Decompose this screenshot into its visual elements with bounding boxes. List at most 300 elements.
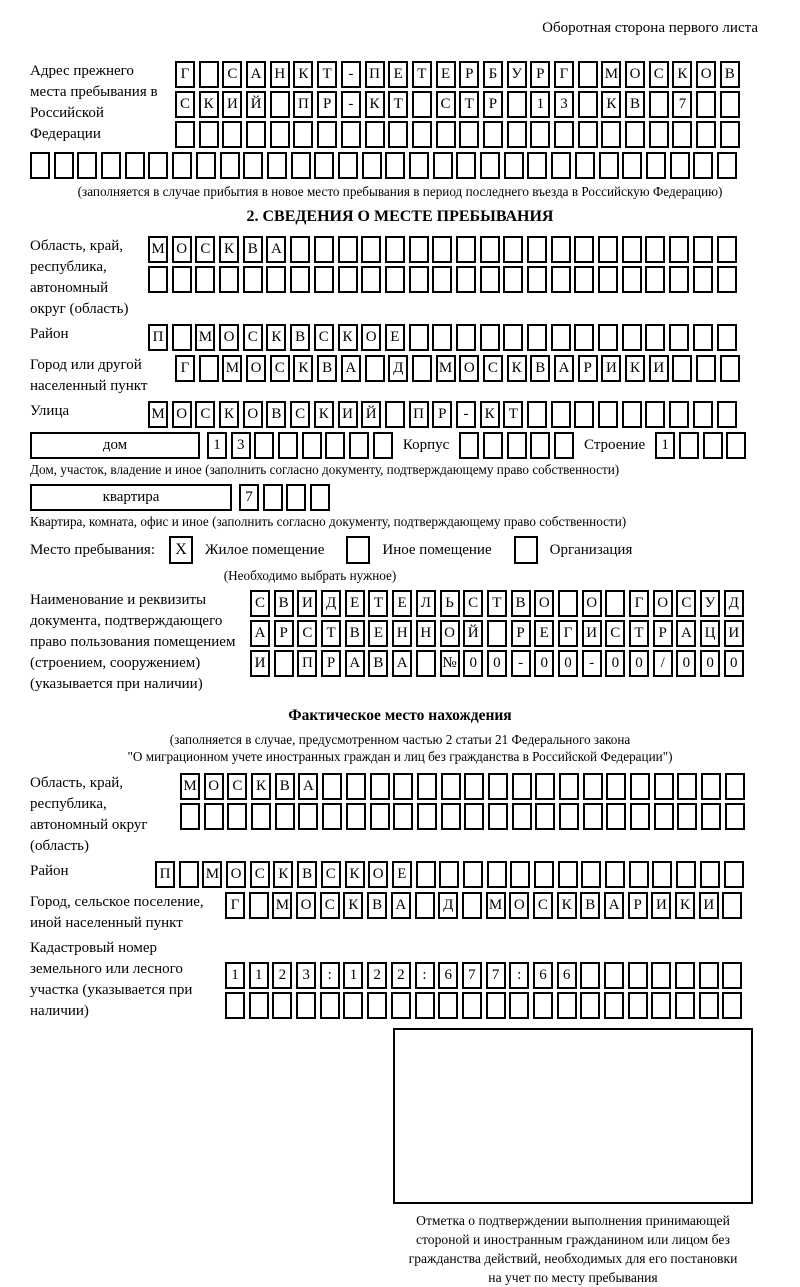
char-cell[interactable] xyxy=(507,121,527,148)
char-cell[interactable] xyxy=(720,121,740,148)
district-row[interactable] xyxy=(148,324,737,351)
char-cell[interactable]: : xyxy=(415,962,435,989)
char-cell[interactable]: И xyxy=(699,892,719,919)
char-cell[interactable]: К xyxy=(672,61,692,88)
char-cell[interactable]: К xyxy=(293,61,313,88)
char-cell[interactable] xyxy=(670,152,690,179)
char-cell[interactable]: Р xyxy=(459,61,479,88)
char-cell[interactable]: О xyxy=(172,401,192,428)
char-cell[interactable]: С xyxy=(195,236,215,263)
char-cell[interactable]: 6 xyxy=(533,962,553,989)
char-cell[interactable] xyxy=(412,121,432,148)
char-cell[interactable]: 7 xyxy=(239,484,259,511)
char-cell[interactable] xyxy=(464,773,484,800)
char-cell[interactable]: О xyxy=(204,773,224,800)
char-cell[interactable] xyxy=(362,152,382,179)
char-cell[interactable] xyxy=(462,992,482,1019)
char-cell[interactable] xyxy=(693,266,713,293)
char-cell[interactable] xyxy=(346,803,366,830)
char-cell[interactable]: В xyxy=(720,61,740,88)
char-cell[interactable] xyxy=(480,152,500,179)
char-cell[interactable]: Г xyxy=(554,61,574,88)
char-cell[interactable]: К xyxy=(480,401,500,428)
char-cell[interactable] xyxy=(338,266,358,293)
char-cell[interactable]: Р xyxy=(321,650,341,677)
char-cell[interactable]: Г xyxy=(225,892,245,919)
char-cell[interactable]: И xyxy=(250,650,270,677)
char-cell[interactable] xyxy=(551,266,571,293)
char-cell[interactable]: Т xyxy=(629,620,649,647)
char-cell[interactable]: Р xyxy=(432,401,452,428)
char-cell[interactable] xyxy=(254,432,274,459)
char-cell[interactable]: 1 xyxy=(225,962,245,989)
char-cell[interactable] xyxy=(416,650,436,677)
char-cell[interactable]: Н xyxy=(270,61,290,88)
char-cell[interactable]: Р xyxy=(511,620,531,647)
char-cell[interactable]: / xyxy=(653,650,673,677)
char-cell[interactable] xyxy=(54,152,74,179)
char-cell[interactable]: У xyxy=(700,590,720,617)
char-cell[interactable] xyxy=(393,773,413,800)
char-cell[interactable]: С xyxy=(676,590,696,617)
char-cell[interactable] xyxy=(559,803,579,830)
char-cell[interactable]: С xyxy=(250,861,270,888)
ownership-document-row-1[interactable] xyxy=(250,590,744,617)
char-cell[interactable]: 0 xyxy=(463,650,483,677)
char-cell[interactable]: Г xyxy=(558,620,578,647)
char-cell[interactable] xyxy=(409,236,429,263)
char-cell[interactable] xyxy=(724,861,744,888)
char-cell[interactable] xyxy=(438,992,458,1019)
char-cell[interactable]: 2 xyxy=(367,962,387,989)
char-cell[interactable] xyxy=(365,355,385,382)
char-cell[interactable]: 7 xyxy=(462,962,482,989)
char-cell[interactable]: Е xyxy=(392,590,412,617)
char-cell[interactable] xyxy=(417,773,437,800)
char-cell[interactable] xyxy=(512,773,532,800)
char-cell[interactable]: С xyxy=(463,590,483,617)
char-cell[interactable] xyxy=(488,773,508,800)
char-cell[interactable] xyxy=(717,236,737,263)
char-cell[interactable] xyxy=(409,152,429,179)
char-cell[interactable] xyxy=(628,962,648,989)
char-cell[interactable] xyxy=(199,355,219,382)
char-cell[interactable] xyxy=(439,861,459,888)
char-cell[interactable] xyxy=(367,992,387,1019)
char-cell[interactable]: Е xyxy=(534,620,554,647)
char-cell[interactable] xyxy=(554,432,574,459)
char-cell[interactable]: А xyxy=(341,355,361,382)
char-cell[interactable] xyxy=(669,236,689,263)
char-cell[interactable] xyxy=(599,152,619,179)
char-cell[interactable]: М xyxy=(202,861,222,888)
char-cell[interactable] xyxy=(551,324,571,351)
char-cell[interactable]: 3 xyxy=(554,91,574,118)
char-cell[interactable] xyxy=(645,266,665,293)
char-cell[interactable] xyxy=(464,803,484,830)
char-cell[interactable] xyxy=(227,803,247,830)
char-cell[interactable] xyxy=(598,324,618,351)
char-cell[interactable]: - xyxy=(582,650,602,677)
char-cell[interactable] xyxy=(675,962,695,989)
char-cell[interactable] xyxy=(101,152,121,179)
char-cell[interactable]: П xyxy=(293,91,313,118)
char-cell[interactable]: Ц xyxy=(700,620,720,647)
char-cell[interactable]: К xyxy=(601,91,621,118)
char-cell[interactable] xyxy=(385,401,405,428)
char-cell[interactable] xyxy=(432,324,452,351)
char-cell[interactable]: В xyxy=(580,892,600,919)
char-cell[interactable]: С xyxy=(243,324,263,351)
char-cell[interactable]: И xyxy=(649,355,669,382)
char-cell[interactable] xyxy=(652,861,672,888)
char-cell[interactable] xyxy=(601,121,621,148)
char-cell[interactable] xyxy=(581,861,601,888)
char-cell[interactable] xyxy=(486,992,506,1019)
char-cell[interactable] xyxy=(645,401,665,428)
char-cell[interactable] xyxy=(679,432,699,459)
char-cell[interactable] xyxy=(388,121,408,148)
char-cell[interactable]: И xyxy=(651,892,671,919)
char-cell[interactable] xyxy=(456,324,476,351)
korpus-cells[interactable] xyxy=(459,432,574,459)
char-cell[interactable] xyxy=(530,432,550,459)
char-cell[interactable]: С xyxy=(605,620,625,647)
char-cell[interactable] xyxy=(249,892,269,919)
char-cell[interactable] xyxy=(507,432,527,459)
char-cell[interactable]: К xyxy=(273,861,293,888)
char-cell[interactable]: - xyxy=(341,61,361,88)
char-cell[interactable] xyxy=(246,121,266,148)
char-cell[interactable] xyxy=(195,266,215,293)
char-cell[interactable] xyxy=(266,266,286,293)
char-cell[interactable]: Т xyxy=(321,620,341,647)
char-cell[interactable]: П xyxy=(365,61,385,88)
char-cell[interactable] xyxy=(649,91,669,118)
char-cell[interactable]: 0 xyxy=(487,650,507,677)
char-cell[interactable]: А xyxy=(298,773,318,800)
char-cell[interactable] xyxy=(267,152,287,179)
actual-region-row-2[interactable] xyxy=(180,803,745,830)
char-cell[interactable] xyxy=(696,121,716,148)
char-cell[interactable]: В xyxy=(367,892,387,919)
char-cell[interactable] xyxy=(557,992,577,1019)
char-cell[interactable]: В xyxy=(266,401,286,428)
char-cell[interactable] xyxy=(628,992,648,1019)
char-cell[interactable]: Н xyxy=(392,620,412,647)
char-cell[interactable] xyxy=(551,152,571,179)
char-cell[interactable] xyxy=(669,324,689,351)
char-cell[interactable] xyxy=(456,152,476,179)
char-cell[interactable]: К xyxy=(557,892,577,919)
stay-type-checkbox-organization[interactable] xyxy=(514,536,538,564)
char-cell[interactable]: К xyxy=(675,892,695,919)
char-cell[interactable]: Й xyxy=(463,620,483,647)
char-cell[interactable]: М xyxy=(180,773,200,800)
char-cell[interactable] xyxy=(272,992,292,1019)
char-cell[interactable]: 1 xyxy=(655,432,675,459)
char-cell[interactable] xyxy=(604,962,624,989)
char-cell[interactable] xyxy=(717,324,737,351)
char-cell[interactable] xyxy=(551,401,571,428)
char-cell[interactable] xyxy=(180,803,200,830)
char-cell[interactable]: К xyxy=(343,892,363,919)
region-row-1[interactable] xyxy=(148,236,737,263)
char-cell[interactable] xyxy=(606,803,626,830)
char-cell[interactable]: 7 xyxy=(486,962,506,989)
char-cell[interactable]: В xyxy=(297,861,317,888)
char-cell[interactable]: В xyxy=(317,355,337,382)
char-cell[interactable]: О xyxy=(226,861,246,888)
char-cell[interactable] xyxy=(604,992,624,1019)
char-cell[interactable]: 0 xyxy=(676,650,696,677)
char-cell[interactable] xyxy=(622,401,642,428)
char-cell[interactable] xyxy=(441,803,461,830)
char-cell[interactable] xyxy=(622,236,642,263)
char-cell[interactable] xyxy=(459,432,479,459)
char-cell[interactable]: Т xyxy=(487,590,507,617)
ownership-document-row-3[interactable] xyxy=(250,650,744,677)
char-cell[interactable] xyxy=(717,401,737,428)
char-cell[interactable]: К xyxy=(293,355,313,382)
char-cell[interactable]: С xyxy=(436,91,456,118)
char-cell[interactable]: 6 xyxy=(557,962,577,989)
char-cell[interactable]: И xyxy=(222,91,242,118)
char-cell[interactable]: К xyxy=(199,91,219,118)
char-cell[interactable] xyxy=(575,152,595,179)
actual-region-row-1[interactable] xyxy=(180,773,745,800)
char-cell[interactable]: Р xyxy=(317,91,337,118)
char-cell[interactable] xyxy=(583,803,603,830)
char-cell[interactable] xyxy=(654,773,674,800)
char-cell[interactable]: К xyxy=(266,324,286,351)
char-cell[interactable]: М xyxy=(148,236,168,263)
char-cell[interactable]: Г xyxy=(175,61,195,88)
char-cell[interactable] xyxy=(487,861,507,888)
char-cell[interactable] xyxy=(314,152,334,179)
char-cell[interactable] xyxy=(409,266,429,293)
char-cell[interactable] xyxy=(606,773,626,800)
char-cell[interactable] xyxy=(219,266,239,293)
char-cell[interactable] xyxy=(527,266,547,293)
char-cell[interactable]: Т xyxy=(412,61,432,88)
char-cell[interactable] xyxy=(338,236,358,263)
char-cell[interactable] xyxy=(270,91,290,118)
char-cell[interactable]: Р xyxy=(628,892,648,919)
char-cell[interactable]: К xyxy=(365,91,385,118)
char-cell[interactable] xyxy=(720,91,740,118)
char-cell[interactable] xyxy=(558,590,578,617)
char-cell[interactable] xyxy=(480,236,500,263)
char-cell[interactable] xyxy=(222,121,242,148)
char-cell[interactable] xyxy=(373,432,393,459)
char-cell[interactable] xyxy=(278,432,298,459)
char-cell[interactable]: С xyxy=(321,861,341,888)
char-cell[interactable]: В xyxy=(511,590,531,617)
char-cell[interactable] xyxy=(558,861,578,888)
char-cell[interactable] xyxy=(370,773,390,800)
char-cell[interactable] xyxy=(290,266,310,293)
house-number-cells[interactable] xyxy=(207,432,393,459)
char-cell[interactable] xyxy=(651,992,671,1019)
char-cell[interactable] xyxy=(172,324,192,351)
char-cell[interactable]: О xyxy=(440,620,460,647)
char-cell[interactable] xyxy=(385,266,405,293)
char-cell[interactable] xyxy=(527,401,547,428)
char-cell[interactable] xyxy=(649,121,669,148)
street-row[interactable] xyxy=(148,401,737,428)
char-cell[interactable] xyxy=(385,152,405,179)
char-cell[interactable] xyxy=(507,91,527,118)
char-cell[interactable]: 3 xyxy=(231,432,251,459)
char-cell[interactable] xyxy=(243,266,263,293)
cadastral-row-1[interactable] xyxy=(225,962,742,989)
char-cell[interactable] xyxy=(676,861,696,888)
char-cell[interactable] xyxy=(433,152,453,179)
char-cell[interactable] xyxy=(693,324,713,351)
char-cell[interactable]: А xyxy=(345,650,365,677)
char-cell[interactable]: А xyxy=(676,620,696,647)
char-cell[interactable]: К xyxy=(625,355,645,382)
char-cell[interactable]: В xyxy=(345,620,365,647)
char-cell[interactable] xyxy=(365,121,385,148)
char-cell[interactable] xyxy=(722,892,742,919)
char-cell[interactable] xyxy=(338,152,358,179)
char-cell[interactable]: 0 xyxy=(700,650,720,677)
char-cell[interactable]: С xyxy=(483,355,503,382)
char-cell[interactable]: И xyxy=(297,590,317,617)
char-cell[interactable] xyxy=(605,861,625,888)
char-cell[interactable] xyxy=(270,121,290,148)
char-cell[interactable] xyxy=(370,803,390,830)
char-cell[interactable]: С xyxy=(250,590,270,617)
char-cell[interactable] xyxy=(533,992,553,1019)
char-cell[interactable]: В xyxy=(290,324,310,351)
char-cell[interactable] xyxy=(251,803,271,830)
char-cell[interactable] xyxy=(298,803,318,830)
char-cell[interactable]: К xyxy=(251,773,271,800)
char-cell[interactable]: С xyxy=(320,892,340,919)
char-cell[interactable]: М xyxy=(601,61,621,88)
char-cell[interactable] xyxy=(415,992,435,1019)
char-cell[interactable] xyxy=(172,152,192,179)
char-cell[interactable]: М xyxy=(272,892,292,919)
char-cell[interactable] xyxy=(509,992,529,1019)
char-cell[interactable]: С xyxy=(175,91,195,118)
char-cell[interactable]: К xyxy=(345,861,365,888)
char-cell[interactable]: О xyxy=(534,590,554,617)
char-cell[interactable]: Г xyxy=(629,590,649,617)
char-cell[interactable] xyxy=(225,992,245,1019)
char-cell[interactable] xyxy=(622,152,642,179)
char-cell[interactable]: К xyxy=(314,401,334,428)
char-cell[interactable] xyxy=(296,992,316,1019)
char-cell[interactable]: К xyxy=(338,324,358,351)
char-cell[interactable]: Р xyxy=(530,61,550,88)
char-cell[interactable]: О xyxy=(509,892,529,919)
char-cell[interactable]: : xyxy=(509,962,529,989)
stay-type-checkbox-other[interactable] xyxy=(346,536,370,564)
char-cell[interactable]: П xyxy=(297,650,317,677)
char-cell[interactable]: М xyxy=(222,355,242,382)
char-cell[interactable] xyxy=(343,992,363,1019)
char-cell[interactable]: С xyxy=(270,355,290,382)
char-cell[interactable]: К xyxy=(507,355,527,382)
char-cell[interactable] xyxy=(409,324,429,351)
char-cell[interactable] xyxy=(677,803,697,830)
char-cell[interactable] xyxy=(361,266,381,293)
char-cell[interactable]: М xyxy=(486,892,506,919)
char-cell[interactable] xyxy=(696,91,716,118)
char-cell[interactable]: А xyxy=(604,892,624,919)
char-cell[interactable] xyxy=(487,620,507,647)
char-cell[interactable]: О xyxy=(172,236,192,263)
char-cell[interactable] xyxy=(527,152,547,179)
char-cell[interactable]: Т xyxy=(317,61,337,88)
char-cell[interactable] xyxy=(574,401,594,428)
char-cell[interactable]: О xyxy=(696,61,716,88)
char-cell[interactable]: Е xyxy=(436,61,456,88)
char-cell[interactable] xyxy=(503,324,523,351)
char-cell[interactable]: Й xyxy=(361,401,381,428)
char-cell[interactable] xyxy=(483,121,503,148)
char-cell[interactable] xyxy=(700,861,720,888)
char-cell[interactable]: А xyxy=(391,892,411,919)
char-cell[interactable] xyxy=(322,803,342,830)
char-cell[interactable] xyxy=(717,266,737,293)
char-cell[interactable]: К xyxy=(219,401,239,428)
char-cell[interactable]: М xyxy=(195,324,215,351)
char-cell[interactable]: Р xyxy=(653,620,673,647)
char-cell[interactable]: Р xyxy=(483,91,503,118)
char-cell[interactable]: У xyxy=(507,61,527,88)
char-cell[interactable] xyxy=(651,962,671,989)
char-cell[interactable] xyxy=(535,773,555,800)
char-cell[interactable] xyxy=(677,773,697,800)
char-cell[interactable]: Е xyxy=(385,324,405,351)
char-cell[interactable]: А xyxy=(246,61,266,88)
char-cell[interactable] xyxy=(436,121,456,148)
city-row[interactable] xyxy=(175,355,740,382)
char-cell[interactable] xyxy=(672,355,692,382)
char-cell[interactable]: О xyxy=(296,892,316,919)
char-cell[interactable] xyxy=(456,266,476,293)
char-cell[interactable]: 1 xyxy=(530,91,550,118)
char-cell[interactable]: С xyxy=(227,773,247,800)
char-cell[interactable] xyxy=(302,432,322,459)
char-cell[interactable]: О xyxy=(459,355,479,382)
char-cell[interactable] xyxy=(693,401,713,428)
char-cell[interactable] xyxy=(320,992,340,1019)
char-cell[interactable]: В xyxy=(243,236,263,263)
char-cell[interactable]: Т xyxy=(368,590,388,617)
char-cell[interactable]: 0 xyxy=(605,650,625,677)
char-cell[interactable]: С xyxy=(649,61,669,88)
char-cell[interactable]: М xyxy=(436,355,456,382)
char-cell[interactable] xyxy=(463,861,483,888)
char-cell[interactable] xyxy=(412,355,432,382)
char-cell[interactable] xyxy=(349,432,369,459)
char-cell[interactable] xyxy=(488,803,508,830)
char-cell[interactable]: Д xyxy=(321,590,341,617)
char-cell[interactable] xyxy=(179,861,199,888)
char-cell[interactable] xyxy=(220,152,240,179)
char-cell[interactable]: 1 xyxy=(343,962,363,989)
actual-district-row[interactable] xyxy=(155,861,744,888)
char-cell[interactable]: О xyxy=(625,61,645,88)
char-cell[interactable] xyxy=(480,266,500,293)
char-cell[interactable] xyxy=(645,236,665,263)
